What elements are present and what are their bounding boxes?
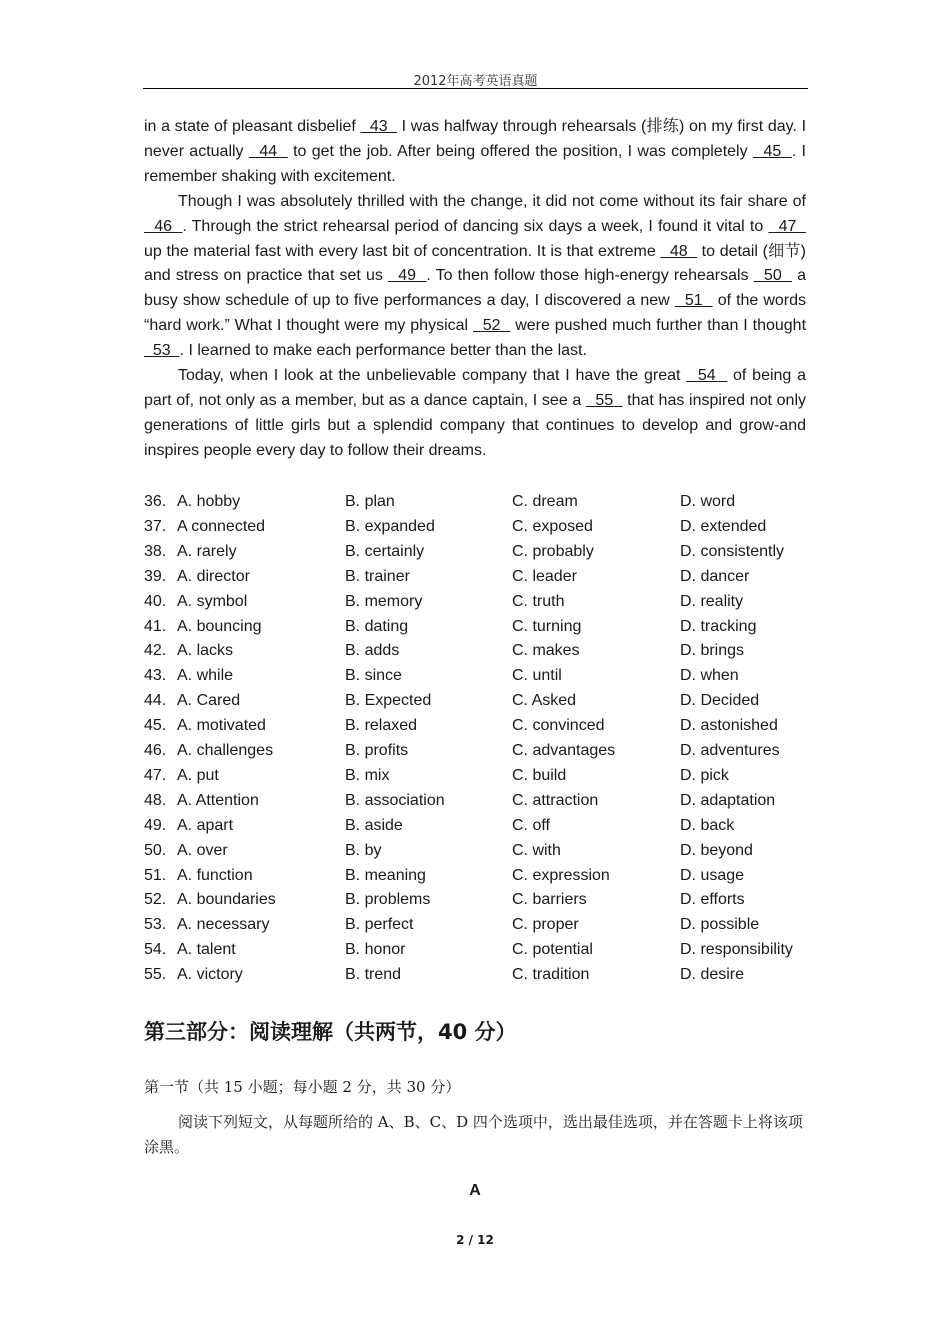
option-d: D. brings (680, 642, 745, 660)
blank-48: 48 (660, 242, 697, 260)
option-b: B. honor (345, 941, 406, 959)
option-d: D. word (680, 493, 736, 510)
option-a: A. Cared (177, 692, 241, 710)
option-a: A. director (177, 567, 250, 585)
paragraph-3 (144, 364, 806, 464)
question-number: 42. (144, 642, 167, 660)
option-d: D. when (680, 667, 739, 685)
passage-label: A (469, 1182, 481, 1199)
option-a: A. talent (177, 941, 236, 959)
question-number: 47. (144, 766, 167, 784)
passage-text: to get the job. After being offered the position, I was completely (287, 142, 753, 160)
option-d: D. extended (680, 517, 767, 535)
option-a: A. apart (177, 816, 234, 834)
question-number: 38. (144, 542, 167, 560)
option-c: C. potential (512, 941, 593, 959)
option-b: B. association (345, 791, 445, 809)
passage-text: to detail (细节) and stress on practice that set us (144, 242, 806, 285)
option-d: D. back (680, 816, 735, 834)
page-header: 2012年高考英语真题 (413, 74, 538, 89)
question-number: 48. (144, 791, 167, 809)
option-a: A. put (177, 766, 219, 784)
question-number: 46. (144, 742, 167, 759)
option-d: D. possible (680, 916, 760, 934)
option-d: D. adventures (680, 742, 780, 759)
option-d: D. Decided (680, 692, 760, 710)
blank-54: 54 (686, 367, 728, 385)
option-c: C. exposed (512, 517, 593, 535)
blank-45: 45 (752, 142, 792, 160)
passage-text: . I remember shaking with excitement. (144, 142, 807, 185)
option-d: D. tracking (680, 617, 757, 635)
question-number: 53. (144, 916, 167, 934)
option-b: B. trend (345, 966, 402, 984)
paragraph-2 (144, 190, 806, 364)
option-b: B. adds (345, 642, 400, 660)
option-c: C. barriers (512, 891, 587, 909)
option-a: A. boundaries (177, 891, 276, 909)
question-number: 49. (144, 816, 167, 834)
option-a: A. symbol (177, 592, 248, 610)
passage-text: I was halfway through rehearsals (排练) on my first day. I never actually (144, 118, 807, 160)
option-a: A. motivated (177, 717, 266, 735)
option-c: C. leader (512, 567, 577, 585)
blank-50: 50 (753, 267, 792, 285)
option-b: B. perfect (345, 916, 414, 934)
option-a: A. necessary (177, 916, 270, 934)
question-number: 44. (144, 692, 167, 710)
option-c: C. dream (512, 493, 578, 510)
passage-text: in a state of pleasant disbelief (144, 118, 361, 135)
question-row (144, 564, 844, 589)
option-b: B. dating (345, 617, 409, 635)
instruction-text: 阅读下列短文，从每题所给的 A、B、C、D 四个选项中，选出最佳选项，并在答题卡上将该项涂黑。 (144, 1113, 803, 1156)
option-c: C. convinced (512, 717, 605, 735)
question-row (144, 763, 844, 788)
passage-text: . To then follow those high-energy rehearsals (426, 267, 754, 285)
option-b: B. certainly (345, 542, 425, 560)
option-a: A. rarely (177, 542, 237, 560)
question-number: 39. (144, 567, 167, 585)
question-row (144, 614, 844, 639)
question-row (144, 937, 844, 962)
subsection-title: 第一节（共 15 小题；每小题 2 分，共 30 分） (144, 1078, 461, 1096)
question-number: 50. (144, 841, 167, 859)
section-title: 第三部分：阅读理解（共两节，40 分） (144, 1020, 517, 1044)
question-row (144, 838, 844, 863)
passage-text: were pushed much further than I thought (510, 317, 807, 335)
option-a: A. challenges (177, 742, 274, 759)
page-number: 2 / 12 (456, 1233, 494, 1247)
passage-text: of the words “hard work.” What I thought were my physical (144, 292, 807, 335)
option-a: A. victory (177, 966, 243, 984)
question-row (144, 663, 844, 688)
question-row (144, 912, 844, 937)
blank-46: 46 (144, 217, 183, 235)
option-b: B. by (345, 841, 382, 859)
option-a: A connected (177, 517, 266, 535)
question-number: 40. (144, 592, 167, 610)
question-row (144, 713, 844, 738)
option-a: A. over (177, 841, 228, 859)
option-d: D. dancer (680, 567, 750, 585)
question-row (144, 688, 844, 713)
question-number: 36. (144, 493, 167, 510)
option-d: D. responsibility (680, 941, 793, 959)
option-b: B. mix (345, 766, 390, 784)
option-c: C. probably (512, 542, 594, 560)
question-number: 41. (144, 617, 167, 635)
option-d: D. usage (680, 866, 745, 884)
option-d: D. beyond (680, 841, 753, 859)
blank-49: 49 (388, 267, 427, 285)
passage-text: a busy show schedule of up to five performances a day, I discovered a new (144, 267, 807, 310)
blank-53: 53 (144, 342, 180, 360)
option-d: D. desire (680, 966, 745, 984)
option-d: D. astonished (680, 717, 778, 735)
option-d: D. pick (680, 766, 729, 784)
passage-text: that has inspired not only generations of little girls but a splendid company that continues to develop and grow-and inspires people every day to follow their dreams. (144, 391, 807, 459)
paragraph-1 (144, 115, 806, 190)
blank-44: 44 (248, 142, 288, 160)
option-a: A. hobby (177, 493, 241, 510)
option-b: B. plan (345, 493, 395, 510)
question-number: 51. (144, 866, 167, 884)
question-row (144, 638, 844, 663)
passage-text: of being a part of, not only as a member, but as a dance captain, I see a (144, 367, 807, 409)
blank-51: 51 (674, 292, 713, 310)
passage-text: up the material fast with every last bit of concentration. It is that extreme (144, 242, 661, 260)
blank-55: 55 (585, 391, 623, 409)
option-c: C. until (512, 667, 562, 685)
passage-text: . I learned to make each performance better than the last. (179, 342, 587, 360)
option-a: A. Attention (177, 791, 259, 809)
option-c: C. build (512, 766, 567, 784)
option-d: D. efforts (680, 891, 745, 909)
question-number: 52. (144, 891, 167, 909)
question-row (144, 863, 844, 888)
option-d: D. reality (680, 592, 744, 610)
question-number: 43. (144, 667, 167, 685)
option-c: C. expression (512, 866, 610, 884)
question-row (144, 887, 844, 912)
question-row (144, 738, 844, 763)
question-row (144, 489, 844, 514)
option-b: B. meaning (345, 866, 426, 884)
option-b: B. since (345, 667, 402, 685)
option-a: A. lacks (177, 642, 234, 660)
option-b: B. profits (345, 742, 409, 759)
passage-text: Today, when I look at the unbelievable company that I have the great (178, 367, 687, 385)
option-b: B. Expected (345, 692, 432, 710)
option-b: B. trainer (345, 567, 410, 585)
passage-text: . Through the strict rehearsal period of dancing six days a week, I found it vital to (182, 217, 769, 235)
option-c: C. off (512, 816, 550, 834)
question-row (144, 539, 844, 564)
option-c: C. attraction (512, 791, 599, 809)
passage-text: Though I was absolutely thrilled with the change, it did not come without its fair share of (178, 192, 806, 210)
header-divider (143, 88, 808, 89)
option-c: C. turning (512, 617, 582, 635)
cloze-passage (144, 115, 806, 464)
option-b: B. expanded (345, 517, 435, 535)
question-number: 54. (144, 941, 167, 959)
question-row (144, 514, 844, 539)
option-c: C. with (512, 841, 561, 859)
blank-43: 43 (360, 118, 397, 135)
option-d: D. consistently (680, 542, 785, 560)
option-c: C. proper (512, 916, 579, 934)
question-row (144, 813, 844, 838)
option-c: C. makes (512, 642, 580, 660)
option-a: A. while (177, 667, 234, 685)
option-c: C. advantages (512, 742, 616, 759)
option-c: C. truth (512, 592, 565, 610)
question-row (144, 788, 844, 813)
question-row (144, 589, 844, 614)
option-a: A. function (177, 866, 253, 884)
option-a: A. bouncing (177, 617, 262, 635)
option-c: C. tradition (512, 966, 590, 984)
option-d: D. adaptation (680, 791, 776, 809)
blank-47: 47 (768, 217, 807, 235)
question-number: 55. (144, 966, 167, 984)
blank-52: 52 (472, 317, 511, 335)
option-b: B. aside (345, 816, 403, 834)
question-number: 37. (144, 517, 167, 535)
option-b: B. relaxed (345, 717, 418, 735)
option-b: B. memory (345, 592, 423, 610)
option-b: B. problems (345, 891, 431, 909)
option-c: C. Asked (512, 692, 577, 710)
question-number: 45. (144, 717, 167, 735)
question-row (144, 962, 844, 987)
